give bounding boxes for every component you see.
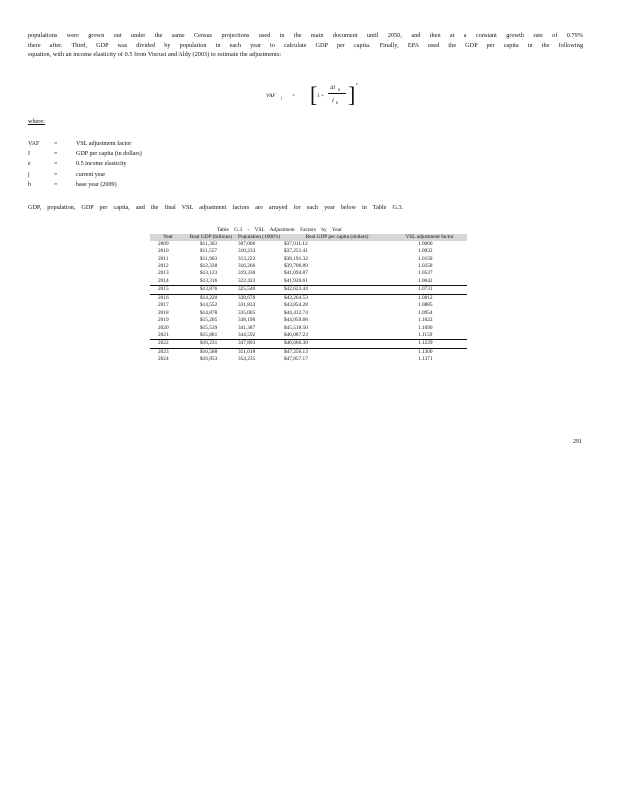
table-cell-population: 354,235 <box>238 356 256 363</box>
table-cell-population: 307,006 <box>238 240 256 247</box>
table-cell-population: 341,387 <box>238 324 256 331</box>
table-cell-vsl-factor: 1.0358 <box>418 262 433 269</box>
table-cell-year: 2013 <box>158 270 169 277</box>
table-cell-vsl-factor: 1.1300 <box>418 348 433 355</box>
table-cell-year: 2019 <box>158 317 169 324</box>
formula-numerator-subscript: b <box>338 87 340 92</box>
table-cell-gdp: $15,539 <box>200 324 218 331</box>
paragraph-line: there after. Third, GDP was divided by population in each year to calculate GDP per capita. Finally, EPA used the GDP per capita in the following <box>28 41 583 49</box>
table-cell-year: 2009 <box>158 240 169 247</box>
definition-row <box>28 149 142 159</box>
where-label: where: <box>28 118 45 125</box>
table-cell-vsl-factor: 1.1229 <box>392 340 467 348</box>
table-row <box>150 270 467 277</box>
table-cell-year: 2021 <box>150 332 186 340</box>
table-cell-population: 335,005 <box>238 309 256 316</box>
table-cell-vsl-factor: 1.1159 <box>392 332 467 340</box>
table-cell-year: 2018 <box>158 309 169 316</box>
formula-denominator-subscript: b <box>336 100 338 105</box>
definition-equals: = <box>54 181 58 188</box>
table-row <box>150 356 467 363</box>
table-row <box>150 286 467 294</box>
page-number: 291 <box>573 439 582 445</box>
definition-symbol: I <box>28 151 31 158</box>
table-cell-gdp: $16,231 <box>186 340 236 348</box>
table-row <box>150 317 467 324</box>
table-cell-year: 2011 <box>158 255 169 262</box>
table-row <box>150 332 467 340</box>
formula-open-bracket: [ <box>310 82 318 107</box>
table-row <box>150 310 467 317</box>
header-vsl-factor: VSL adjustment factor <box>392 234 467 241</box>
table-cell-gdp: $14,552 <box>200 302 218 309</box>
table-row <box>150 348 467 356</box>
table-cell-gdp-per-capita: $47,857.17 <box>284 356 308 363</box>
paragraph-line: equation, with an income elasticity of 0.5 from Viscusi and Aldy (2003) to estimate the adjustments: <box>28 51 282 58</box>
table-cell-gdp: $11,963 <box>200 255 218 262</box>
definition-text: 0.5 income elasticity <box>76 161 127 168</box>
definition-text: base year (2009) <box>76 181 117 188</box>
table-cell-vsl-factor: 1.0032 <box>418 248 433 255</box>
table-cell-vsl-factor: 1.1022 <box>418 317 433 324</box>
table-cell-gdp-per-capita: $38,191.32 <box>284 255 308 262</box>
table-cell-population: 331,833 <box>238 302 256 309</box>
table-cell-population: 322,423 <box>236 278 282 286</box>
formula-fraction-bar <box>328 93 346 94</box>
table-cell-year: 2024 <box>158 356 169 363</box>
table-cell-vsl-factor: 1.0537 <box>418 270 433 277</box>
definition-row <box>28 139 142 149</box>
table-cell-gdp-per-capita: $46,087.23 <box>282 332 392 340</box>
table-cell-year: 2016 <box>158 294 169 301</box>
table-caption: Table G.3 - VSL Adjustment Factors by Year <box>217 227 342 233</box>
table-row <box>150 248 467 255</box>
table-cell-gdp: $11,363 <box>200 240 218 247</box>
definition-row <box>28 159 142 169</box>
table-cell-gdp-per-capita: $44,412.74 <box>284 309 308 316</box>
table-cell-gdp: $16,588 <box>200 348 218 355</box>
header-population: Population (1000’s) <box>236 234 282 241</box>
vaf-equation <box>262 82 362 114</box>
table-cell-population: 316,266 <box>238 262 256 269</box>
header-year: Year <box>150 234 186 241</box>
table-cell-vsl-factor: 1.1090 <box>418 324 433 331</box>
table-cell-vsl-factor: 1.0158 <box>418 255 433 262</box>
table-row <box>150 302 467 309</box>
vsl-adjustment-table <box>150 234 467 364</box>
definition-equals: = <box>54 171 58 178</box>
table-cell-gdp: $13,316 <box>186 278 236 286</box>
definition-text: current year <box>76 171 106 178</box>
definition-symbol: e <box>28 161 31 168</box>
table-row <box>150 340 467 348</box>
table-row <box>150 278 467 286</box>
table-row <box>150 294 467 302</box>
body-paragraph <box>28 31 583 60</box>
table-cell-gdp: $15,205 <box>200 317 218 324</box>
table-cell-gdp-per-capita: $37,011.12 <box>284 240 308 247</box>
header-real-gdp: Real GDP (billions) <box>186 234 236 241</box>
table-cell-vsl-factor: 1.1371 <box>418 356 433 363</box>
formula-close-bracket: ] <box>348 82 356 107</box>
table-cell-year: 2010 <box>158 248 169 255</box>
table-row <box>150 256 467 263</box>
table-cell-vsl-factor: 1.0885 <box>418 302 433 309</box>
table-cell-gdp: $13,876 <box>186 286 236 294</box>
formula-equals: = <box>292 93 296 99</box>
table-cell-population: 344,592 <box>236 332 282 340</box>
table-cell-vsl-factor: 1.0000 <box>418 240 433 247</box>
definition-symbol: VAF <box>28 141 40 147</box>
table-cell-gdp-per-capita: $37,251.41 <box>284 248 308 255</box>
table-cell-gdp-per-capita: $39,706.89 <box>284 262 308 269</box>
definitions-list <box>28 139 142 190</box>
formula-subscript: j <box>281 95 283 100</box>
paragraph-line: populations were grown out under the same Census projections used in the main document until 2050, and then at a constant growth rate of 0.79% <box>28 32 583 39</box>
table-cell-population: 319,330 <box>238 270 256 277</box>
table-cell-population: 347,803 <box>236 340 282 348</box>
table-cell-gdp-per-capita: $46,666.30 <box>282 340 392 348</box>
definition-equals: = <box>54 161 58 168</box>
table-cell-year: 2022 <box>150 340 186 348</box>
table-cell-year: 2023 <box>158 348 169 355</box>
table-cell-year: 2014 <box>150 278 186 286</box>
table-cell-year: 2015 <box>150 286 186 294</box>
table-cell-gdp: $16,953 <box>200 356 218 363</box>
formula-one-plus: 1 + <box>317 93 325 99</box>
table-cell-gdp: $12,338 <box>200 262 218 269</box>
table-row <box>150 241 467 248</box>
table-cell-vsl-factor: 1.0731 <box>392 286 467 294</box>
definition-text: VSL adjustment factor <box>76 141 132 147</box>
table-cell-gdp-per-capita: $43,854.28 <box>284 302 308 309</box>
table-header-row <box>150 234 467 241</box>
table-cell-gdp: $15,881 <box>186 332 236 340</box>
table-cell-vsl-factor: 1.0954 <box>418 309 433 316</box>
definition-symbol: b <box>28 181 32 188</box>
table-cell-year: 2020 <box>158 324 169 331</box>
formula-denominator: I <box>332 98 334 104</box>
formula-numerator: ΔI <box>330 85 336 91</box>
table-row <box>150 263 467 270</box>
table-cell-population: 328,678 <box>238 294 256 301</box>
table-cell-gdp: $13,123 <box>200 270 218 277</box>
table-cell-year: 2017 <box>158 302 169 309</box>
definition-text: GDP per capita (in dollars) <box>76 151 142 158</box>
definition-row <box>28 170 142 180</box>
table-cell-gdp: $14,220 <box>200 294 218 301</box>
table-cell-gdp-per-capita: $45,518.50 <box>284 324 308 331</box>
table-cell-population: 310,233 <box>238 248 256 255</box>
table-cell-year: 2012 <box>158 262 169 269</box>
definition-symbol: j <box>28 171 30 178</box>
table-cell-population: 325,540 <box>236 286 282 294</box>
table-cell-vsl-factor: 1.0812 <box>418 294 433 301</box>
table-cell-population: 338,190 <box>238 317 256 324</box>
table-cell-population: 313,222 <box>238 255 256 262</box>
table-cell-gdp-per-capita: $41,920.61 <box>282 278 392 286</box>
table-cell-gdp: $11,557 <box>200 248 218 255</box>
table-cell-gdp-per-capita: $43,264.53 <box>284 294 308 301</box>
table-cell-vsl-factor: 1.0642 <box>392 278 467 286</box>
definition-row <box>28 180 142 190</box>
table-cell-gdp-per-capita: $41,094.87 <box>284 270 308 277</box>
definition-equals: = <box>54 151 58 158</box>
formula-lhs: VAF <box>266 93 276 99</box>
table-cell-gdp-per-capita: $44,959.68 <box>284 317 308 324</box>
table-cell-gdp-per-capita: $42,623.44 <box>282 286 392 294</box>
table-intro-text: GDP, population, GDP per capita, and the final VSL adjustment factors are arrayed for each year below in Table G.3. <box>28 204 404 211</box>
table-row <box>150 325 467 332</box>
table-cell-gdp-per-capita: $47,256.13 <box>284 348 308 355</box>
table-cell-population: 351,018 <box>238 348 256 355</box>
table-cell-gdp: $14,878 <box>200 309 218 316</box>
header-gdp-per-capita: Real GDP per capita (dollars) <box>282 234 392 241</box>
definition-equals: = <box>54 141 58 147</box>
formula-exponent: e <box>356 81 358 86</box>
